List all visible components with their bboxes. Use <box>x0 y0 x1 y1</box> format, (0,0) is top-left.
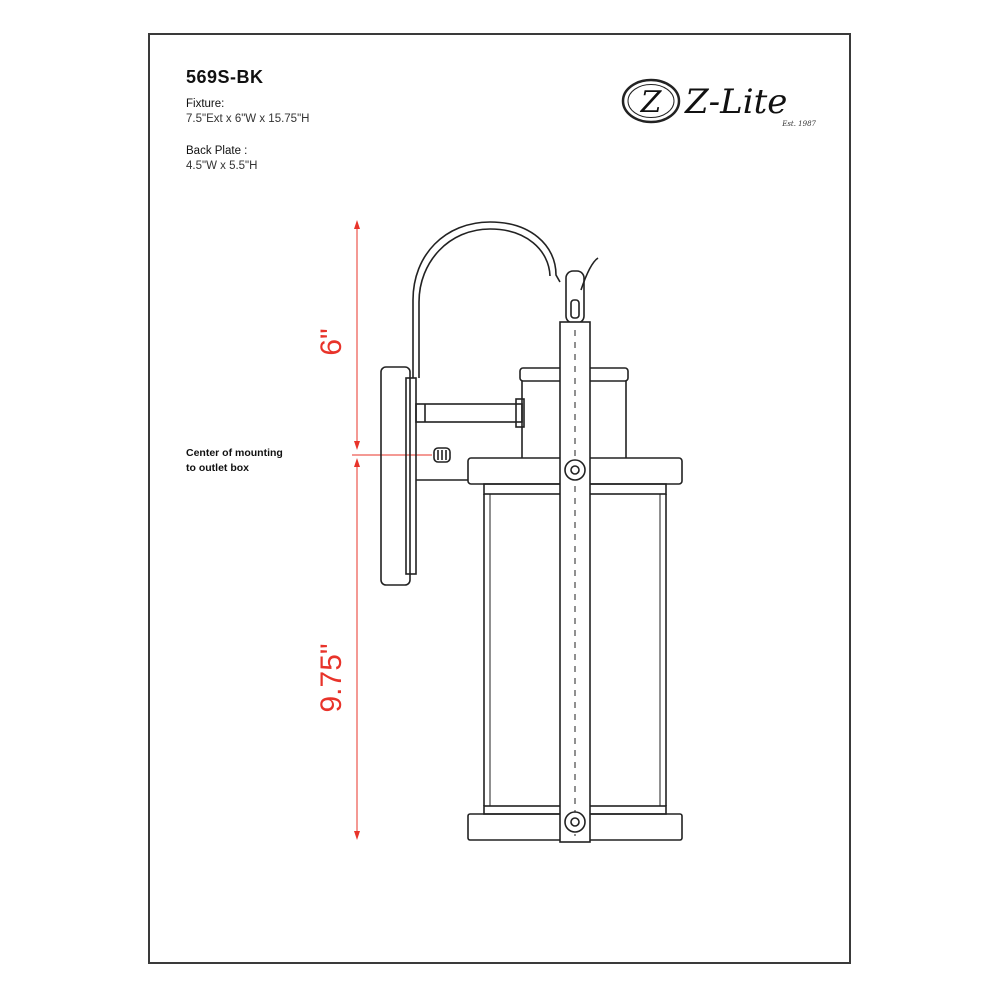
mounting-note-line-2: to outlet box <box>186 462 249 474</box>
upper-dimension-arrow-bottom <box>354 441 360 450</box>
hook-arm-inner <box>419 229 550 378</box>
cross-arm <box>416 404 522 422</box>
lower-dimension-arrow-bottom <box>354 831 360 840</box>
back-plate-label: Back Plate : <box>186 145 248 157</box>
back-plate-edge <box>406 378 416 574</box>
lower-dimension-arrow-top <box>354 458 360 467</box>
upper-dimension-arrow-top <box>354 220 360 229</box>
hanging-link-slot <box>571 300 579 318</box>
back-plate-dimensions: 4.5"W x 5.5"H <box>186 160 258 172</box>
lower-dimension-label: 9.75" <box>315 643 348 713</box>
hanging-link <box>566 271 584 323</box>
brand-logo <box>623 80 817 128</box>
upper-dimension-label: 6" <box>315 328 348 356</box>
dimension-annotations <box>352 220 432 840</box>
upper-rivet <box>565 460 585 480</box>
hook-arm-outer <box>413 222 560 378</box>
model-number: 569S-BK <box>186 67 264 87</box>
fixture-outline <box>381 222 682 842</box>
logo-letter: Z <box>640 85 662 120</box>
logo-name: Z-Lite <box>685 82 788 122</box>
fixture-label: Fixture: <box>186 98 225 110</box>
fixture-dimensions: 7.5"Ext x 6"W x 15.75"H <box>186 113 310 125</box>
logo-established: Est. 1987 <box>782 120 816 128</box>
mounting-note-line-1: Center of mounting <box>186 447 283 459</box>
lower-rivet <box>565 812 585 832</box>
